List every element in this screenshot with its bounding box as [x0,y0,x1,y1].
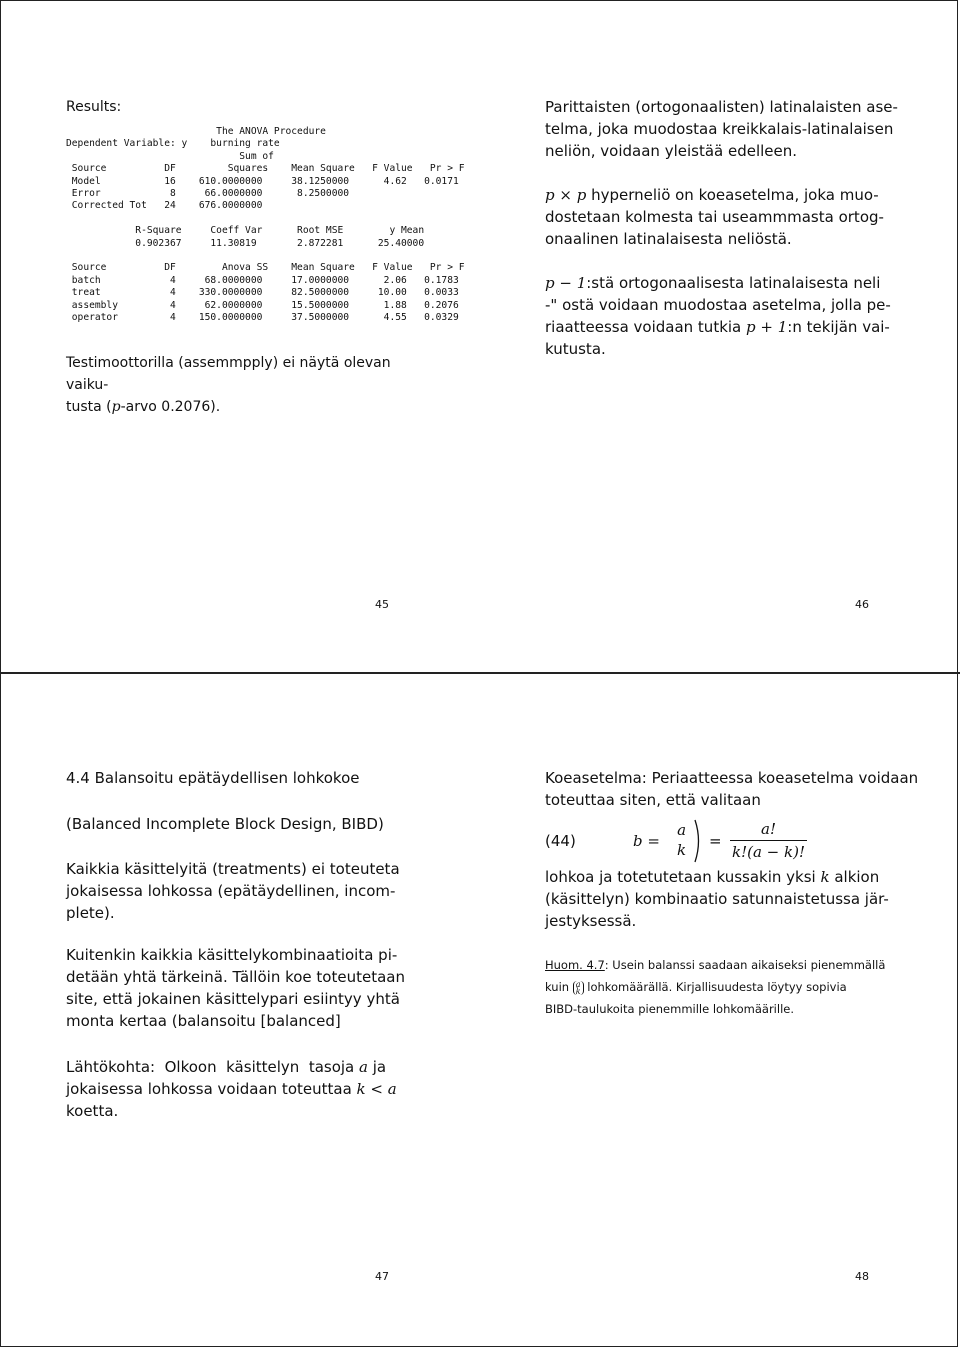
results-label: Results: [66,99,122,115]
anova-output-line: 0.902367 11.30819 2.872281 25.40000 [66,237,425,249]
anova-output-line: The ANOVA Procedure [66,126,326,137]
anova-output-line: batch 4 68.0000000 17.0000000 2.06 0.1783 [66,274,459,286]
anova-output-line: Error 8 66.0000000 8.2500000 [66,188,350,200]
note-4-7: Huom. 4.7: Usein balanssi saadaan aikaiseksi pienemmällä kuin a k lohkomäärällä. Kirjallisuudesta löytyy sopivia BIBD-taulukoita pienemmille lohkomäärille. [545,958,886,1016]
page-number-45: 45 [375,598,389,611]
anova-output-line: Source DF Squares Mean Square F Value Pr > F [66,163,465,175]
page47-para1: Kaikkia käsittelyitä (treatments) ei toteuteta jokaisessa lohkossa (epätäydellinen, incom- plete). [66,860,400,922]
note-binomial: a k [573,981,584,995]
anova-output [66,126,465,325]
page45-comment [66,352,426,418]
page46-para2: p × p hyperneliö on koeasetelma, joka muo- dostetaan kolmesta tai useammmasta ortog- onaalinen latinalaisesta neliöstä. [545,186,884,248]
anova-output-line: Corrected Tot 24 676.0000000 [66,200,263,212]
section-heading: 4.4 Balansoitu epätäydellisen lohkokoe [66,769,360,787]
page47-para3: Lähtökohta: Olkoon käsittelyn tasoja a ja jokaisessa lohkossa voidaan toteuttaa k < a koetta. [66,1058,397,1120]
note-label: Huom. 4.7 [545,958,605,972]
page-number-46: 46 [855,598,869,611]
anova-output-line [66,213,465,225]
right-paren-icon [693,818,703,864]
anova-output-line: operator 4 150.0000000 37.5000000 4.55 0.0329 [66,312,459,324]
anova-output-line: assembly 4 62.0000000 15.5000000 1.88 0.2076 [66,299,459,311]
equation-lhs: b = [633,832,660,850]
page48-after: lohkoa ja totetutetaan kussakin yksi k alkion (käsittelyn) kombinaatio satunnaistetussa jär- jestyksessä. [545,868,889,930]
page-number-48: 48 [855,1270,869,1283]
anova-output-line: Dependent Variable: y burning rate [66,138,280,150]
equation-fraction: $\frac{a!}{k!(a - k)!}$ [732,820,805,861]
anova-output-line: Model 16 610.0000000 38.1250000 4.62 0.0171 [66,175,459,187]
equation-label: (44) [545,832,576,850]
comment-line-2: tusta (p-arvo 0.2076). [66,399,221,415]
page46-para3: p − 1:stä ortogonaalisesta latinalaisesta neli -" ostä voidaan muodostaa asetelma, jolla pe- riaatteessa voidaan tutkia p + 1:n tekijän vai- kutusta. [545,274,891,358]
page47-para2: Kuitenkin kaikkia käsittelykombinaatioita pi- detään yhtä tärkeinä. Tällöin koe toteutetaan site, että jokainen käsittelypari esiintyy yhtä monta kertaa (balansoitu [balanced] [66,946,405,1030]
page48-intro: Koeasetelma: Periaatteessa koeasetelma voidaan toteuttaa siten, että valitaan [545,769,919,809]
equation-equals: = [709,832,722,850]
anova-output-line: treat 4 330.0000000 82.5000000 10.00 0.0033 [66,287,459,299]
anova-output-line: Sum of [66,150,274,162]
anova-output-line: R-Square Coeff Var Root MSE y Mean [66,225,425,237]
page-divider [0,672,960,674]
equation-44 [545,818,935,868]
comment-line-1: Testimoottorilla (assemmpply) ei näytä olevan vaiku- [66,355,391,393]
section-subheading: (Balanced Incomplete Block Design, BIBD) [66,815,384,833]
page-number-47: 47 [375,1270,389,1283]
anova-output-line: Source DF Anova SS Mean Square F Value Pr > F [66,262,465,274]
page46-para1: Parittaisten (ortogonaalisten) latinalaisten ase- telma, joka muodostaa kreikkalais-latinalaisen neliön, voidaan yleistää edelleen. [545,98,898,160]
equation-binomial: a k [677,821,687,859]
anova-output-line [66,250,465,262]
